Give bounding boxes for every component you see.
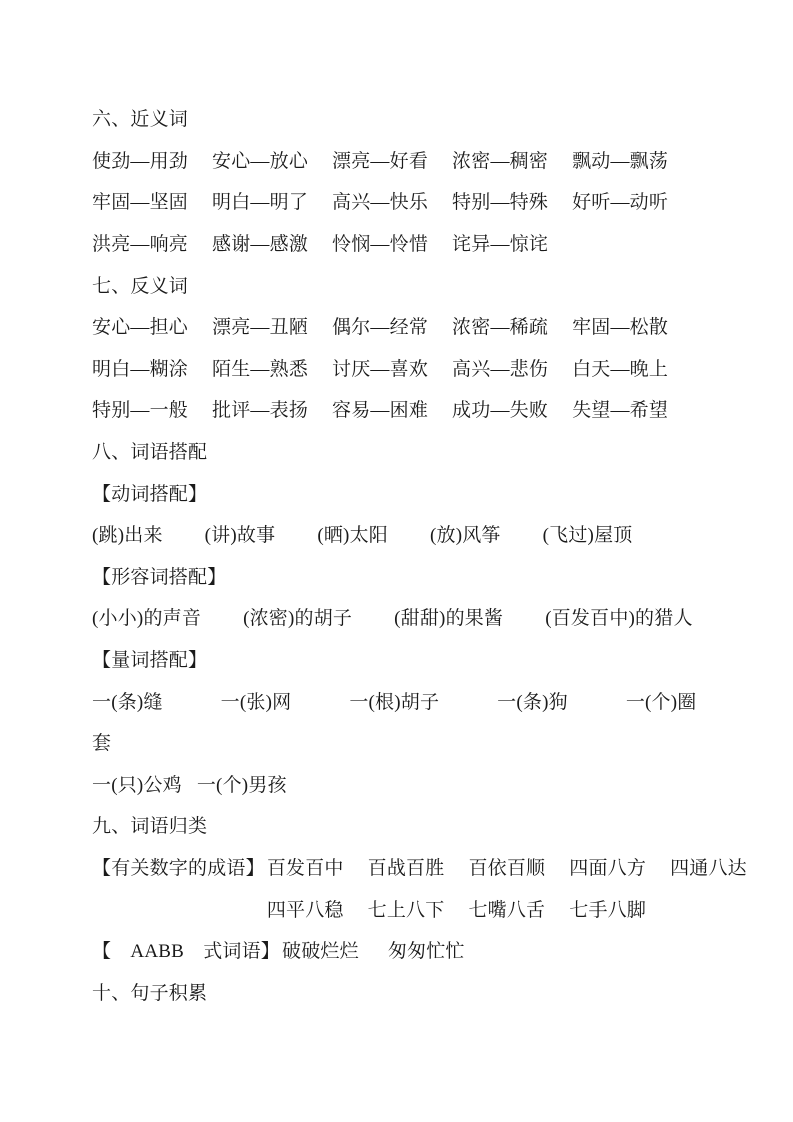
subheading-text: 【动词搭配】 bbox=[92, 483, 208, 505]
word-item: 高兴—悲伤 bbox=[452, 358, 549, 380]
word-item: 容易—困难 bbox=[332, 400, 429, 422]
word-row bbox=[92, 224, 723, 266]
word-item: 一(条)狗 bbox=[497, 691, 568, 713]
word-item: 陌生—熟悉 bbox=[212, 358, 309, 380]
word-item: 四通八达 bbox=[670, 857, 747, 879]
word-item: 漂亮—好看 bbox=[332, 150, 429, 172]
word-items bbox=[92, 693, 696, 712]
word-item: (浓密)的胡子 bbox=[243, 608, 353, 630]
word-item: 一(个)男孩 bbox=[196, 774, 287, 796]
bracket-subheading bbox=[92, 473, 723, 515]
word-items bbox=[282, 942, 465, 961]
word-item: 一(个)圈 bbox=[625, 691, 697, 713]
labeled-word-row bbox=[92, 931, 723, 973]
word-item: 一(根)胡子 bbox=[349, 691, 440, 713]
word-item: 失望—希望 bbox=[572, 400, 669, 422]
word-item: (甜甜)的果酱 bbox=[394, 608, 504, 630]
labeled-word-row bbox=[92, 889, 723, 931]
word-items bbox=[92, 526, 632, 545]
section-heading-text: 六、近义词 bbox=[92, 109, 189, 131]
word-items bbox=[92, 318, 668, 337]
section-heading-text: 十、句子积累 bbox=[92, 982, 208, 1004]
bracket-subheading bbox=[92, 640, 723, 682]
word-item: 特别—特殊 bbox=[452, 192, 549, 214]
word-item: (跳)出来 bbox=[92, 525, 163, 547]
word-row bbox=[92, 681, 723, 723]
bracket-subheading bbox=[92, 557, 723, 599]
word-item: (放)风筝 bbox=[429, 525, 501, 547]
section-heading-text: 九、词语归类 bbox=[92, 816, 208, 838]
word-items bbox=[92, 152, 668, 171]
bracket-label: 【 AABB 式词语】 bbox=[92, 941, 280, 963]
word-item: (小小)的声音 bbox=[92, 608, 202, 630]
word-item: 成功—失败 bbox=[452, 400, 549, 422]
word-row bbox=[92, 390, 723, 432]
word-item: 四平八稳 bbox=[266, 899, 344, 921]
word-items bbox=[92, 235, 548, 254]
word-row bbox=[92, 182, 723, 224]
word-item: 七嘴八舌 bbox=[468, 899, 546, 921]
word-item: 感谢—感激 bbox=[212, 234, 309, 256]
word-item: 匆匆忙忙 bbox=[387, 941, 465, 963]
word-item: (讲)故事 bbox=[204, 525, 276, 547]
word-item: 好听—动听 bbox=[572, 192, 669, 214]
word-item: 四面八方 bbox=[569, 857, 647, 879]
plain-text: 套 bbox=[92, 733, 112, 755]
subheading-text: 【形容词搭配】 bbox=[92, 566, 227, 588]
word-item: 怜悯—怜惜 bbox=[332, 234, 429, 256]
word-item: 七上八下 bbox=[367, 899, 445, 921]
word-row bbox=[92, 141, 723, 183]
section-heading bbox=[92, 99, 723, 141]
bracket-label: 【有关数字的成语】 bbox=[92, 857, 265, 879]
word-row bbox=[92, 598, 723, 640]
word-item: 飘动—飘荡 bbox=[572, 150, 669, 172]
word-item: 浓密—稠密 bbox=[452, 150, 549, 172]
word-items bbox=[92, 609, 693, 628]
subheading-text: 【量词搭配】 bbox=[92, 650, 208, 672]
word-item: 明白—明了 bbox=[212, 192, 309, 214]
word-item: (百发百中)的猎人 bbox=[545, 608, 693, 630]
section-heading bbox=[92, 806, 723, 848]
word-item: 浓密—稀疏 bbox=[452, 317, 549, 339]
word-items bbox=[92, 401, 668, 420]
word-item: 一(张)网 bbox=[220, 691, 292, 713]
word-item: 洪亮—响亮 bbox=[92, 234, 189, 256]
word-item: 明白—糊涂 bbox=[92, 358, 189, 380]
section-heading bbox=[92, 265, 723, 307]
text-line bbox=[92, 723, 723, 765]
word-item: 偶尔—经常 bbox=[332, 317, 429, 339]
word-item: 诧异—惊诧 bbox=[452, 234, 549, 256]
section-heading bbox=[92, 432, 723, 474]
word-item: 牢固—松散 bbox=[572, 317, 669, 339]
word-row bbox=[92, 307, 723, 349]
word-item: 安心—担心 bbox=[92, 317, 189, 339]
word-item: 一(只)公鸡 bbox=[92, 774, 182, 796]
word-item: 批评—表扬 bbox=[212, 400, 309, 422]
word-item: 特别—一般 bbox=[92, 400, 189, 422]
section-heading-text: 七、反义词 bbox=[92, 275, 189, 297]
word-items bbox=[267, 859, 747, 878]
word-item: (飞过)屋顶 bbox=[542, 525, 633, 547]
word-item: 百依百顺 bbox=[468, 857, 546, 879]
word-items bbox=[92, 193, 668, 212]
word-item: 白天—晚上 bbox=[572, 358, 669, 380]
word-item: 讨厌—喜欢 bbox=[332, 358, 429, 380]
labeled-word-row bbox=[92, 848, 747, 890]
word-row bbox=[92, 515, 723, 557]
word-row bbox=[92, 349, 723, 391]
word-row bbox=[92, 765, 723, 807]
word-item: 安心—放心 bbox=[212, 150, 309, 172]
word-item: 牢固—坚固 bbox=[92, 192, 189, 214]
word-item: 使劲—用劲 bbox=[92, 150, 189, 172]
section-heading-text: 八、词语搭配 bbox=[92, 442, 208, 464]
word-items bbox=[92, 360, 668, 379]
word-item: 高兴—快乐 bbox=[332, 192, 429, 214]
word-item: 百战百胜 bbox=[367, 857, 445, 879]
word-item: 一(条)缝 bbox=[92, 691, 163, 713]
word-item: 七手八脚 bbox=[569, 899, 647, 921]
word-item: (晒)太阳 bbox=[317, 525, 388, 547]
section-heading bbox=[92, 972, 723, 1014]
word-items bbox=[92, 776, 287, 795]
word-item: 百发百中 bbox=[266, 857, 344, 879]
document-body bbox=[92, 99, 747, 1014]
word-items bbox=[267, 901, 646, 920]
word-item: 破破烂烂 bbox=[282, 941, 359, 963]
word-item: 漂亮—丑陋 bbox=[212, 317, 309, 339]
